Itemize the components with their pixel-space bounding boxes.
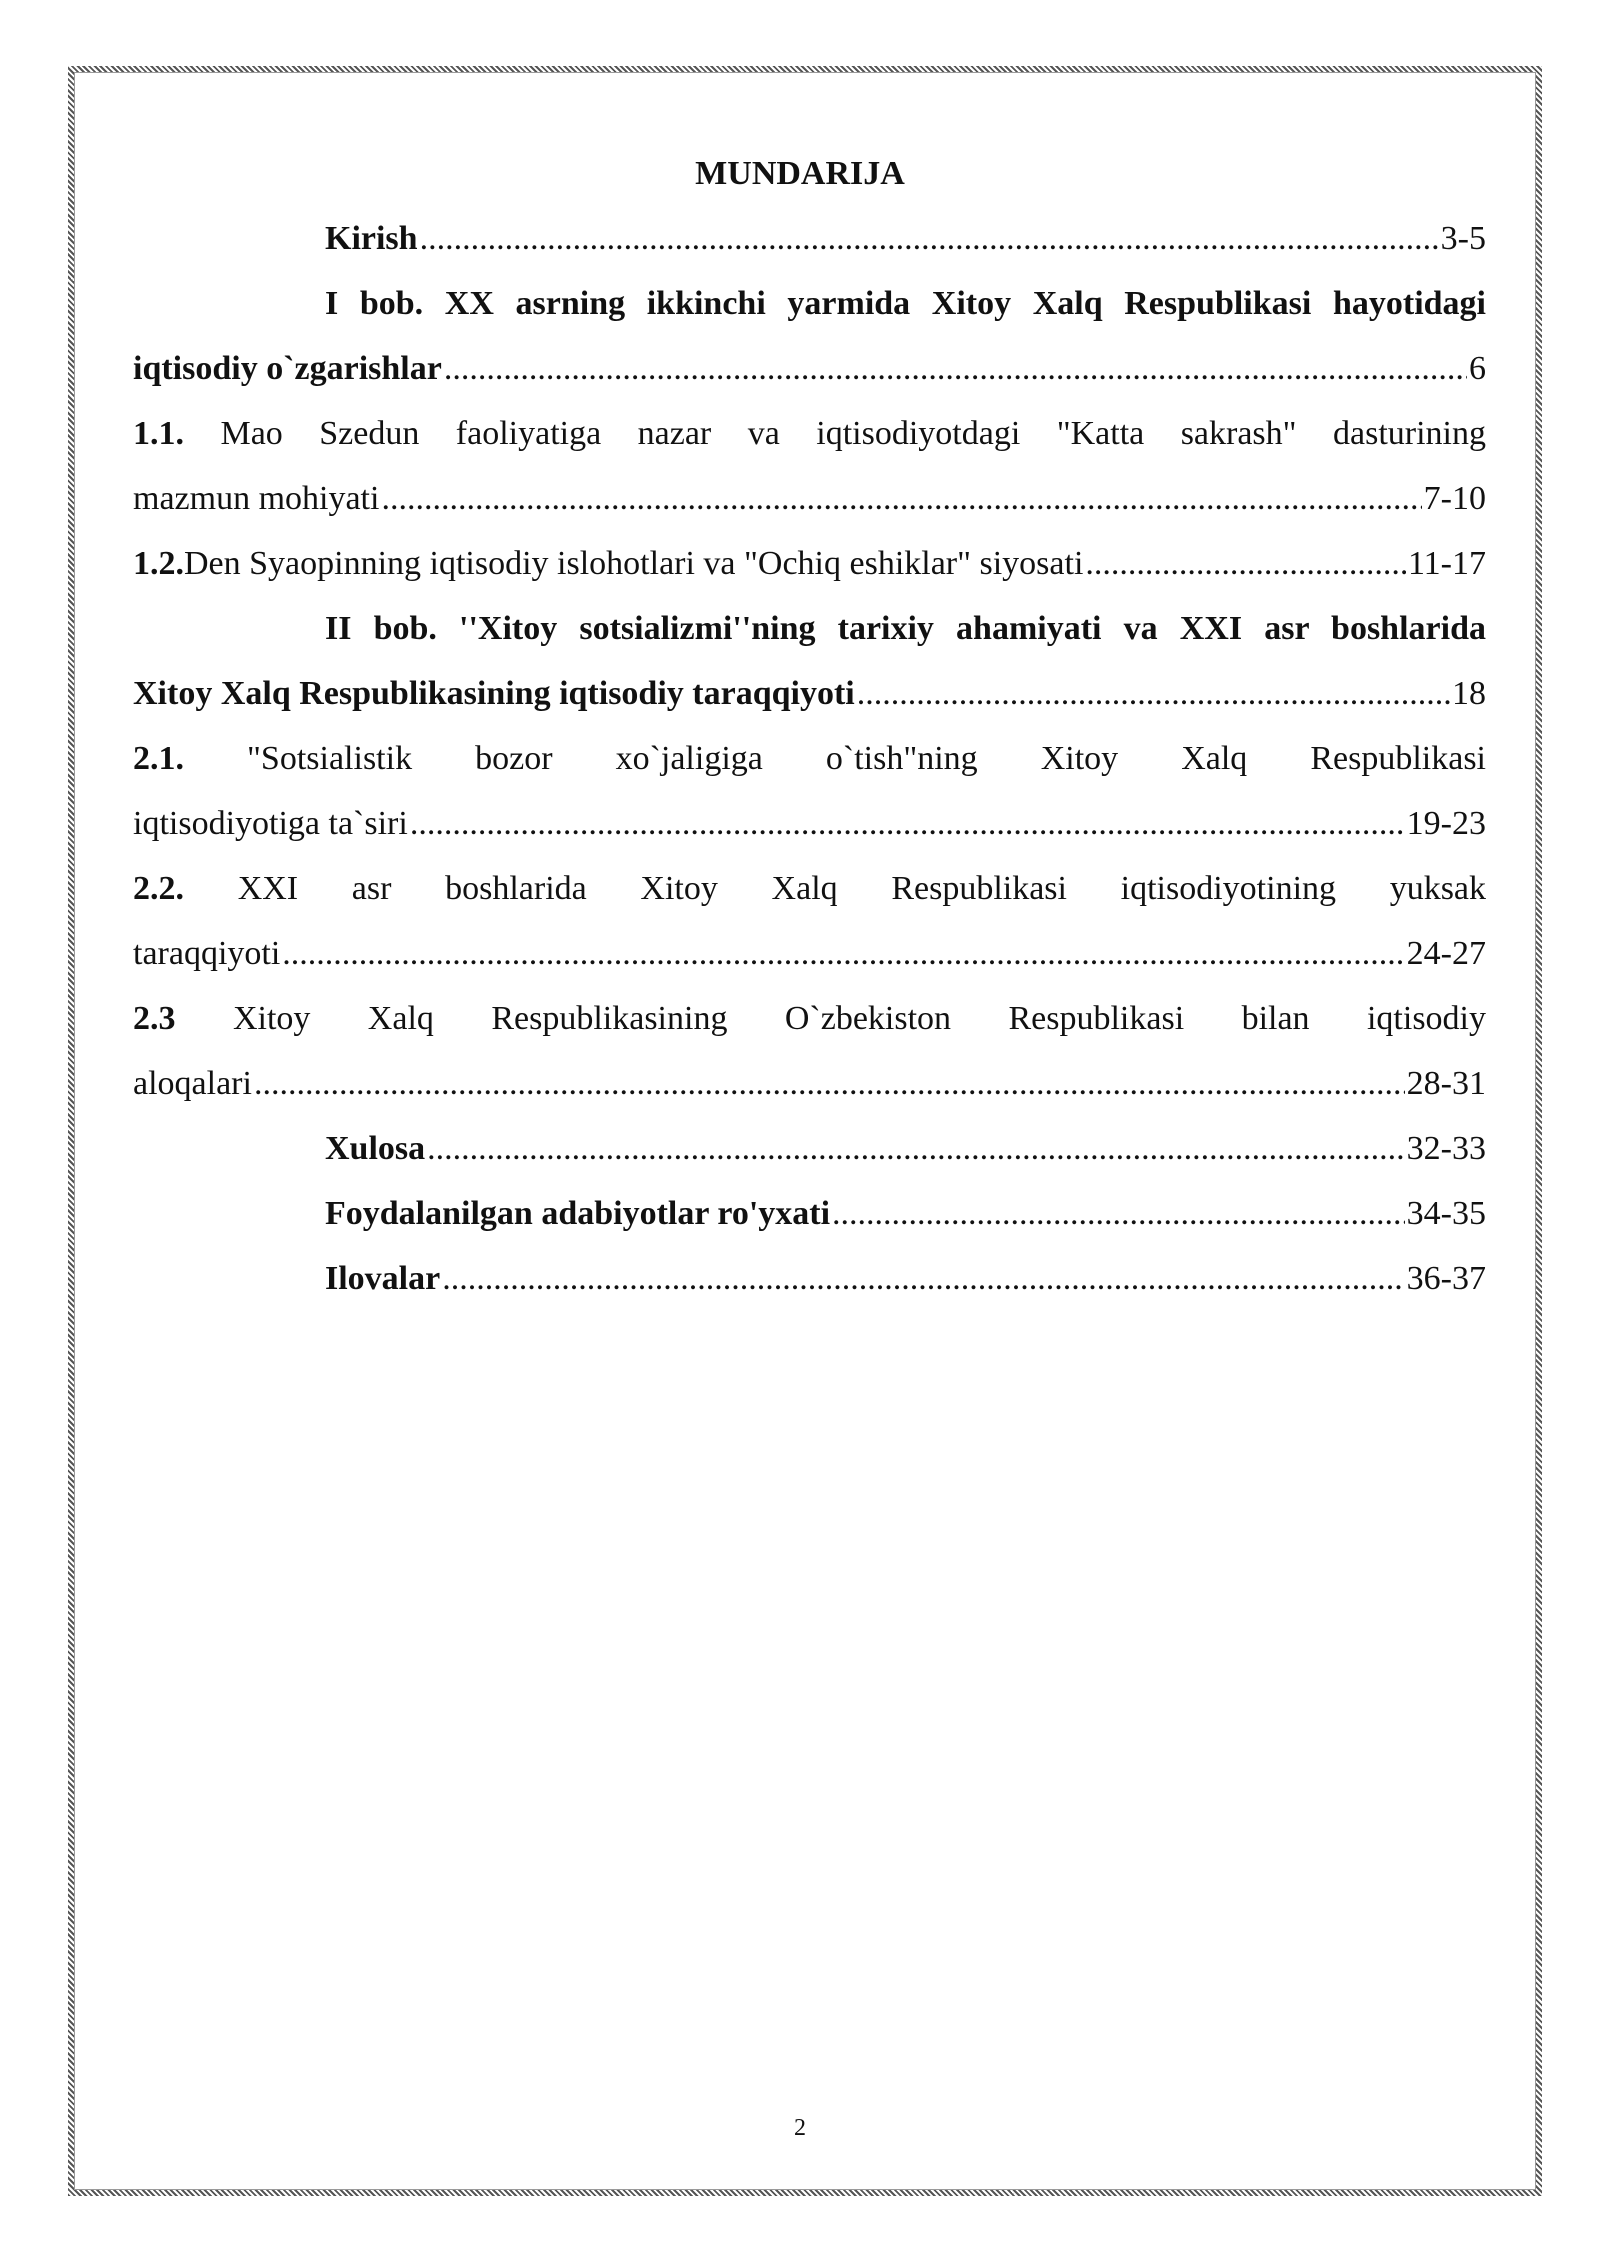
toc-entry-adabiyotlar[interactable] bbox=[229, 1181, 1486, 1246]
toc-page-range: 7-10 bbox=[1423, 480, 1486, 517]
toc-page-range: 36-37 bbox=[1406, 1260, 1486, 1297]
toc-entry-text: XXI asr boshlarida Xitoy Xalq Respublikasi iqtisodiyotining yuksak bbox=[237, 870, 1487, 907]
toc-entry-2-1-line-1[interactable] bbox=[133, 726, 1486, 791]
toc-entry-label: Xitoy Xalq Respublikasining iqtisodiy taraqqiyoti bbox=[133, 675, 855, 712]
toc-page-range: 18 bbox=[1452, 675, 1486, 712]
toc-page-range: 28-31 bbox=[1406, 1065, 1486, 1102]
toc-entry-label: Foydalanilgan adabiyotlar ro'yxati bbox=[325, 1195, 831, 1232]
toc-entry-2-1-line-2[interactable] bbox=[133, 791, 1486, 856]
toc-entry-label: taraqqiyoti bbox=[133, 935, 281, 972]
toc-entry-2-2-line-1[interactable] bbox=[133, 856, 1486, 921]
toc-entry-label: aloqalari bbox=[133, 1065, 252, 1102]
toc-entry-text: Mao Szedun faoliyatiga nazar va iqtisodiyotdagi "Katta sakrash" dasturining bbox=[220, 415, 1486, 452]
table-of-contents bbox=[133, 206, 1487, 1311]
toc-page-range: 32-33 bbox=[1406, 1130, 1486, 1167]
toc-entry-label: iqtisodiyotiga ta`siri bbox=[133, 805, 408, 842]
toc-page-range: 19-23 bbox=[1406, 805, 1486, 842]
toc-entry-chapter-1-line-1[interactable]: I bob. XX asrning ikkinchi yarmida Xitoy Xalq Respublikasi hayotidagi bbox=[325, 285, 1486, 322]
toc-entry-label: Den Syaopinning iqtisodiy islohotlari va "Ochiq eshiklar" siyosati bbox=[184, 545, 1084, 582]
page-number: 2 bbox=[794, 2115, 806, 2141]
toc-entry-label: iqtisodiy o`zgarishlar bbox=[133, 350, 442, 387]
toc-entry-1-1-line-2[interactable] bbox=[133, 466, 1486, 531]
toc-entry-1-1-line-1[interactable] bbox=[133, 401, 1486, 466]
dot-leader bbox=[832, 1181, 1405, 1246]
dot-leader bbox=[444, 336, 1467, 401]
toc-entry-2-2-line-2[interactable] bbox=[133, 921, 1486, 986]
toc-entry-text: "Sotsialistik bozor xo`jaligiga o`tish"ning Xitoy Xalq Respublikasi bbox=[247, 740, 1486, 777]
dot-leader bbox=[282, 921, 1404, 986]
toc-entry-2-3-line-2[interactable] bbox=[133, 1051, 1486, 1116]
toc-entry-chapter-1-line-2[interactable] bbox=[133, 336, 1486, 401]
toc-entry-xulosa[interactable] bbox=[229, 1116, 1486, 1181]
toc-entry-ilovalar[interactable] bbox=[229, 1246, 1486, 1311]
toc-entry-label: Kirish bbox=[325, 220, 418, 257]
toc-entry-2-3-line-1[interactable] bbox=[133, 986, 1486, 1051]
toc-entry-chapter-2-line-1[interactable]: II bob. ''Xitoy sotsializmi''ning tarixiy ahamiyati va XXI asr boshlarida bbox=[325, 610, 1486, 647]
toc-page-range: 6 bbox=[1469, 350, 1486, 387]
toc-section-number: 2.3 bbox=[133, 1000, 176, 1037]
toc-section-number: 2.2. bbox=[133, 870, 184, 907]
toc-page-range: 34-35 bbox=[1406, 1195, 1486, 1232]
dot-leader bbox=[254, 1051, 1405, 1116]
toc-entry-label: Xulosa bbox=[325, 1130, 426, 1167]
dot-leader bbox=[857, 661, 1450, 726]
toc-entry-label: mazmun mohiyati bbox=[133, 480, 380, 517]
toc-entry-label: Ilovalar bbox=[325, 1260, 441, 1297]
dot-leader bbox=[381, 466, 1421, 531]
toc-entry-kirish[interactable] bbox=[229, 206, 1486, 271]
dot-leader bbox=[1085, 531, 1406, 596]
toc-section-number: 1.1. bbox=[133, 415, 184, 452]
toc-section-number: 1.2. bbox=[133, 545, 184, 582]
toc-entry-text: Xitoy Xalq Respublikasining O`zbekiston Respublikasi bilan iqtisodiy bbox=[232, 1000, 1486, 1037]
dot-leader bbox=[442, 1246, 1404, 1311]
toc-entry-chapter-2-line-2[interactable] bbox=[133, 661, 1486, 726]
toc-entry-1-2[interactable] bbox=[133, 531, 1486, 596]
toc-section-number: 2.1. bbox=[133, 740, 184, 777]
dot-leader bbox=[427, 1116, 1405, 1181]
toc-page-range: 24-27 bbox=[1406, 935, 1486, 972]
dot-leader bbox=[420, 206, 1439, 271]
dot-leader bbox=[410, 791, 1405, 856]
toc-page-range: 3-5 bbox=[1440, 220, 1486, 257]
toc-page-range: 11-17 bbox=[1407, 545, 1486, 582]
toc-title: MUNDARIJA bbox=[695, 155, 905, 192]
